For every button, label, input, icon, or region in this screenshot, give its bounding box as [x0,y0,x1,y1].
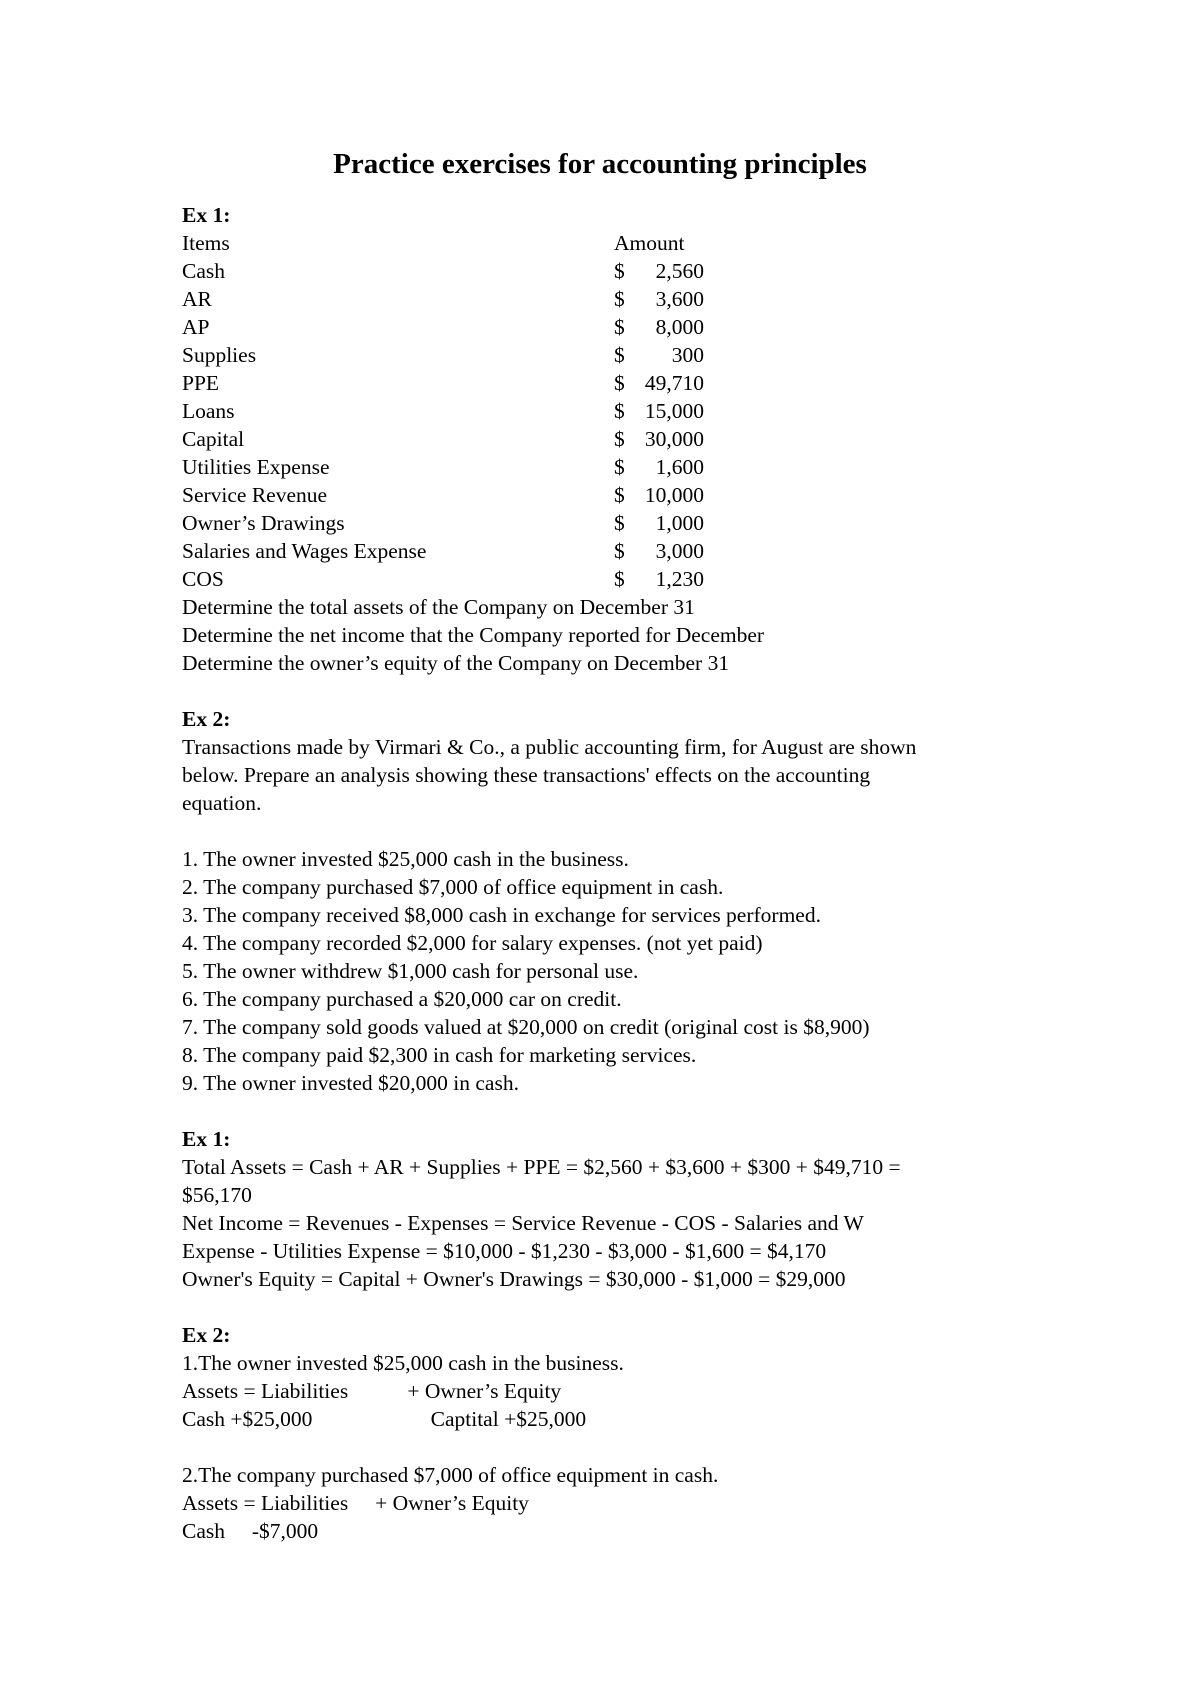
currency-symbol: $ [614,483,625,507]
item-name: Loans [182,399,235,423]
accounting-equation: Assets = Liabilities + Owner’s Equity [182,1491,529,1515]
item-name: Capital [182,427,245,451]
table-row [182,341,1042,369]
item-name: Owner’s Drawings [182,511,345,535]
item-amount: 8,000 [655,315,704,339]
item-name: Supplies [182,343,257,367]
solution1-line: Expense - Utilities Expense = $10,000 - $1,230 - $3,000 - $1,600 = $4,170 [182,1239,827,1263]
item-amount: 1,600 [655,455,704,479]
transaction-item: 2. The company purchased $7,000 of office equipment in cash. [182,875,724,899]
ex2-intro-line: below. Prepare an analysis showing these transactions' effects on the accounting [182,763,871,787]
item-amount: 1,000 [655,511,704,535]
col-amount-header: Amount [614,231,685,255]
item-amount: 3,000 [655,539,704,563]
table-row [182,369,1042,397]
item-name: AP [182,315,210,339]
item-name: PPE [182,371,220,395]
solution1-line: $56,170 [182,1183,252,1207]
item-name: Cash [182,259,225,283]
transaction-item: 5. The owner withdrew $1,000 cash for personal use. [182,959,639,983]
ex1-table-rows [182,257,1042,593]
ex2-intro-line: Transactions made by Virmari & Co., a public accounting firm, for August are shown [182,735,917,759]
item-amount: 2,560 [655,259,704,283]
table-row [182,257,1042,285]
item-amount: 1,230 [655,567,704,591]
currency-symbol: $ [614,455,625,479]
item-name: COS [182,567,224,591]
item-amount: 3,600 [655,287,704,311]
transaction-item: 1. The owner invested $25,000 cash in the business. [182,847,629,871]
currency-symbol: $ [614,427,625,451]
item-name: Utilities Expense [182,455,330,479]
transaction-item: 6. The company purchased a $20,000 car on credit. [182,987,622,1011]
item-amount: 15,000 [644,399,704,423]
transaction-item: 4. The company recorded $2,000 for salary expenses. (not yet paid) [182,931,763,955]
table-row [182,565,1042,593]
item-name: AR [182,287,212,311]
col-items-header: Items [182,231,230,255]
table-row [182,481,1042,509]
currency-symbol: $ [614,567,625,591]
table-row [182,509,1042,537]
currency-symbol: $ [614,315,625,339]
currency-symbol: $ [614,371,625,395]
currency-symbol: $ [614,287,625,311]
currency-symbol: $ [614,539,625,563]
transaction-item: 9. The owner invested $20,000 in cash. [182,1071,519,1095]
question: Determine the owner’s equity of the Company on December 31 [182,651,730,675]
ex1-table-header [182,229,1042,257]
transaction-item: 3. The company received $8,000 cash in exchange for services performed. [182,903,821,927]
solution1-line: Owner's Equity = Capital + Owner's Drawings = $30,000 - $1,000 = $29,000 [182,1267,846,1291]
item-amount: 30,000 [644,427,704,451]
accounting-equation: Assets = Liabilities + Owner’s Equity [182,1379,562,1403]
ex2-intro-line: equation. [182,791,262,815]
table-row [182,425,1042,453]
table-row [182,537,1042,565]
ex2-transactions [182,845,1042,1097]
ex2-heading: Ex 2: [182,707,231,731]
table-row [182,313,1042,341]
document-body [182,201,1042,1545]
solution2-transaction-title: 1.The owner invested $25,000 cash in the business. [182,1351,624,1375]
table-row [182,285,1042,313]
currency-symbol: $ [614,511,625,535]
transaction-item: 8. The company paid $2,300 in cash for marketing services. [182,1043,697,1067]
equation-entry: Cash +$25,000 Captital +$25,000 [182,1407,587,1431]
currency-symbol: $ [614,343,625,367]
item-amount: 300 [671,343,704,367]
solution1-heading: Ex 1: [182,1127,231,1151]
ex1-heading: Ex 1: [182,203,231,227]
solution1-line: Net Income = Revenues - Expenses = Service Revenue - COS - Salaries and W [182,1211,864,1235]
solution2-transaction-title: 2.The company purchased $7,000 of office equipment in cash. [182,1463,719,1487]
equation-entry: Cash -$7,000 [182,1519,319,1543]
item-name: Service Revenue [182,483,328,507]
currency-symbol: $ [614,259,625,283]
solution2-heading: Ex 2: [182,1323,231,1347]
solution1-line: Total Assets = Cash + AR + Supplies + PPE = $2,560 + $3,600 + $300 + $49,710 = [182,1155,901,1179]
item-amount: 10,000 [644,483,704,507]
question: Determine the net income that the Company reported for December [182,623,765,647]
question: Determine the total assets of the Company on December 31 [182,595,695,619]
transaction-item: 7. The company sold goods valued at $20,000 on credit (original cost is $8,900) [182,1015,870,1039]
ex1-questions [182,593,1042,677]
page-title: Practice exercises for accounting principles [333,148,867,180]
item-amount: 49,710 [644,371,704,395]
table-row [182,453,1042,481]
currency-symbol: $ [614,399,625,423]
table-row [182,397,1042,425]
item-name: Salaries and Wages Expense [182,539,427,563]
